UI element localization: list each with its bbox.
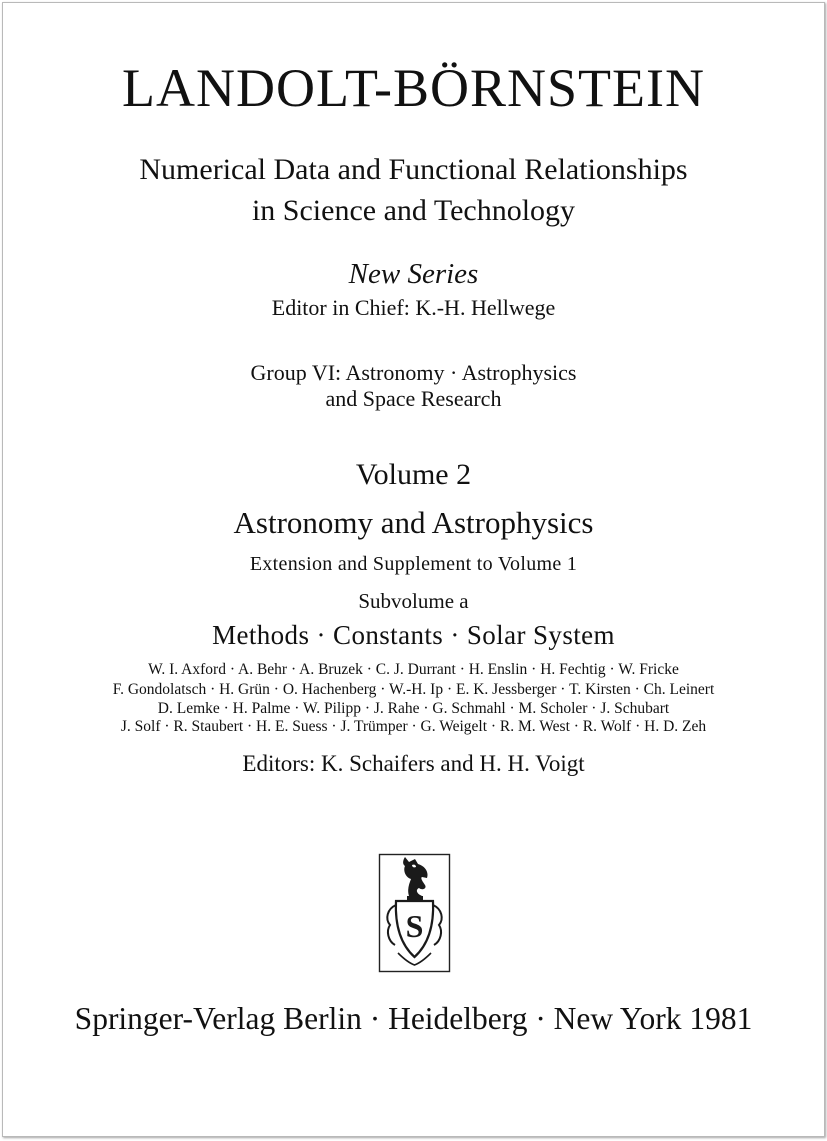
author-line: F. Gondolatsch · H. Grün · O. Hachenberg · W.-H. Ip · E. K. Jessberger · T. Kirsten · Ch. Leinert (112, 681, 715, 698)
series-label: New Series (348, 258, 479, 290)
volume-title: Astronomy and Astrophysics (233, 505, 594, 540)
subvolume-label: Subvolume a (358, 589, 469, 613)
author-line: W. I. Axford · A. Behr · A. Bruzek · C. J. Durrant · H. Enslin · H. Fechtig · W. Fricke (148, 661, 679, 678)
logo-letter: S (405, 908, 424, 944)
main-title: LANDOLT-BÖRNSTEIN (121, 58, 706, 118)
extension-note: Extension and Supplement to Volume 1 (249, 553, 578, 575)
editor-in-chief: Editor in Chief: K.-H. Hellwege (271, 295, 556, 320)
editors-line: Editors: K. Schaifers and H. H. Voigt (242, 751, 585, 776)
springer-knight-icon (378, 853, 451, 973)
group-line-2: and Space Research (325, 386, 502, 411)
subvolume-title: Methods · Constants · Solar System (212, 620, 615, 650)
author-line: J. Solf · R. Staubert · H. E. Suess · J. Trümper · G. Weigelt · R. M. West · R. Wolf · H. D. Zeh (120, 718, 707, 735)
volume-number: Volume 2 (355, 458, 472, 491)
subtitle-line-1: Numerical Data and Functional Relationships (139, 153, 688, 186)
author-line: D. Lemke · H. Palme · W. Pilipp · J. Rahe · G. Schmahl · M. Scholer · J. Schubart (157, 700, 670, 717)
publisher-line: Springer-Verlag Berlin · Heidelberg · New York 1981 (74, 1001, 753, 1036)
subtitle-line-2: in Science and Technology (251, 194, 576, 227)
group-line-1: Group VI: Astronomy · Astrophysics (250, 360, 577, 385)
title-page (2, 2, 825, 1137)
